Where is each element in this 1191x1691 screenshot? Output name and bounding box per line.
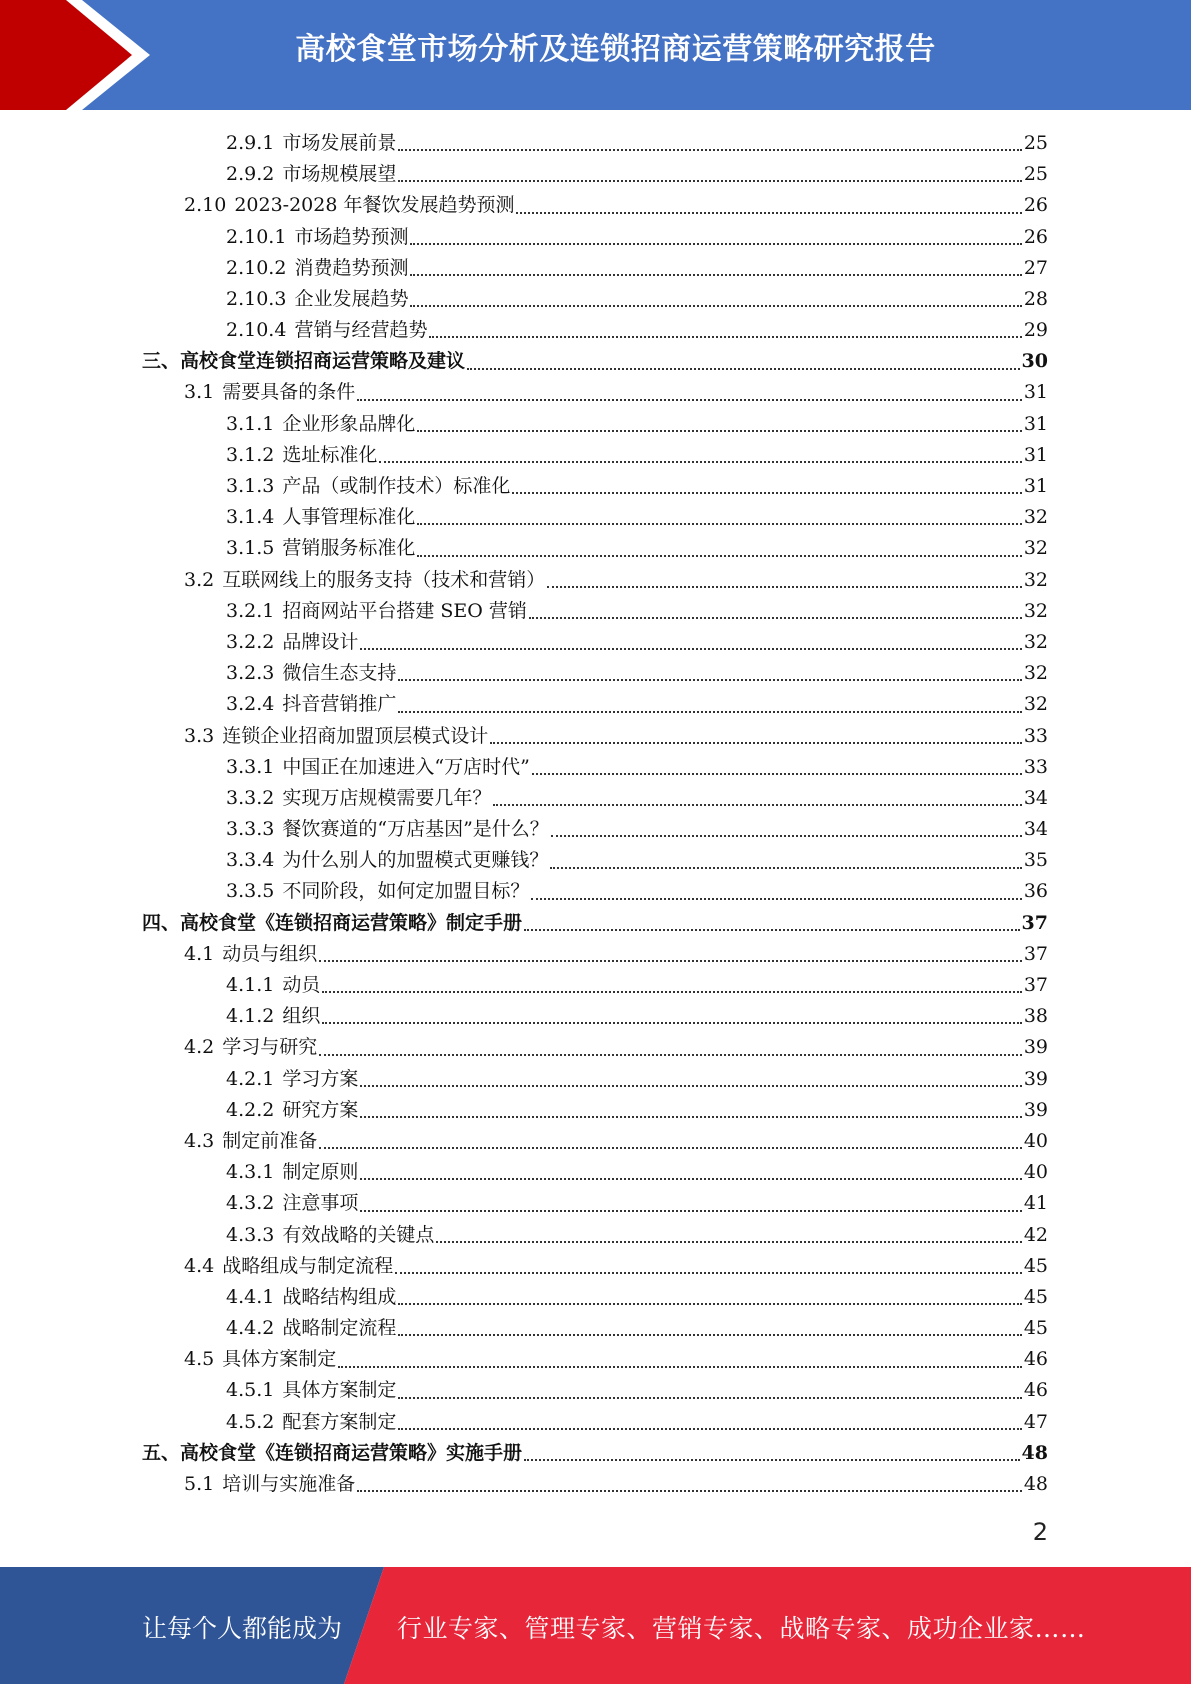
toc-entry-title: 消费趋势预测 <box>294 256 409 279</box>
toc-entry-number: 3.3.4 <box>226 849 275 872</box>
toc-entry[interactable] <box>142 596 1048 627</box>
toc-entry[interactable] <box>142 1220 1048 1251</box>
toc-entry-page: 25 <box>1023 163 1048 186</box>
toc-entry-number: 3.2.1 <box>226 599 275 622</box>
toc-entry-title: 中国正在加速进入“万店时代” <box>282 755 530 778</box>
toc-entry-page: 31 <box>1023 443 1048 466</box>
toc-entry-title: 企业发展趋势 <box>294 287 409 310</box>
toc-entry-page: 39 <box>1023 1067 1048 1090</box>
toc-entry-number: 4.4 <box>184 1254 215 1277</box>
toc-entry-page: 48 <box>1021 1441 1048 1464</box>
toc-dot-leader <box>417 523 1021 525</box>
toc-dot-leader <box>398 679 1021 681</box>
toc-entry-page: 32 <box>1023 568 1048 591</box>
toc-entry-page: 28 <box>1023 287 1048 310</box>
toc-entry[interactable] <box>142 222 1048 253</box>
toc-entry-title: 人事管理标准化 <box>282 506 416 529</box>
toc-entry-title: 营销与经营趋势 <box>294 319 428 342</box>
toc-entry[interactable] <box>142 409 1048 440</box>
toc-entry[interactable] <box>142 471 1048 502</box>
toc-entry[interactable] <box>142 783 1048 814</box>
toc-dot-leader <box>395 1272 1022 1274</box>
toc-dot-leader <box>524 929 1020 931</box>
toc-entry-title: 制定前准备 <box>222 1129 318 1152</box>
toc-entry-page: 42 <box>1023 1223 1048 1246</box>
toc-dot-leader <box>360 1210 1021 1212</box>
toc-entry[interactable] <box>142 1188 1048 1219</box>
toc-entry[interactable] <box>142 1438 1048 1469</box>
toc-dot-leader <box>360 648 1021 650</box>
toc-entry-number: 3.3.2 <box>226 786 275 809</box>
toc-dot-leader <box>398 1334 1021 1336</box>
toc-dot-leader <box>467 368 1020 370</box>
toc-entry-title: 四、高校食堂《连锁招商运营策略》制定手册 <box>142 911 523 934</box>
toc-entry-number: 4.5.2 <box>226 1410 275 1433</box>
toc-entry-number: 2.10 <box>184 194 227 217</box>
toc-dot-leader <box>550 867 1021 869</box>
toc-entry[interactable] <box>142 627 1048 658</box>
toc-entry-title: 市场发展前景 <box>282 131 397 154</box>
toc-entry-number: 4.3.3 <box>226 1223 275 1246</box>
toc-dot-leader <box>551 835 1022 837</box>
toc-dot-leader <box>516 212 1021 214</box>
toc-entry-title: 学习方案 <box>282 1067 359 1090</box>
toc-entry[interactable] <box>142 689 1048 720</box>
toc-entry-page: 45 <box>1023 1317 1048 1340</box>
toc-entry[interactable] <box>142 1282 1048 1313</box>
toc-entry-number: 5.1 <box>184 1473 215 1496</box>
toc-dot-leader <box>379 461 1021 463</box>
toc-entry-page: 34 <box>1023 818 1048 841</box>
toc-entry-title: 战略组成与制定流程 <box>222 1254 394 1277</box>
toc-dot-leader <box>529 617 1022 619</box>
toc-entry-title: 品牌设计 <box>282 630 359 653</box>
toc-entry-page: 32 <box>1023 630 1048 653</box>
toc-entry[interactable] <box>142 1126 1048 1157</box>
toc-entry[interactable] <box>142 970 1048 1001</box>
toc-entry[interactable] <box>142 1344 1048 1375</box>
toc-entry[interactable] <box>142 908 1048 939</box>
toc-entry[interactable] <box>142 1376 1048 1407</box>
toc-dot-leader <box>322 1022 1021 1024</box>
toc-entry-number: 3.3 <box>184 724 215 747</box>
toc-entry[interactable] <box>142 1251 1048 1282</box>
toc-entry[interactable] <box>142 1001 1048 1032</box>
toc-entry[interactable] <box>142 1407 1048 1438</box>
toc-entry-number: 3.1.1 <box>226 412 275 435</box>
toc-entry[interactable] <box>142 284 1048 315</box>
toc-entry-title: 动员与组织 <box>222 942 318 965</box>
toc-entry-page: 32 <box>1023 537 1048 560</box>
toc-entry-page: 35 <box>1023 849 1048 872</box>
toc-entry-page: 26 <box>1023 225 1048 248</box>
toc-entry[interactable] <box>142 658 1048 689</box>
toc-entry[interactable] <box>142 440 1048 471</box>
toc-entry-title: 互联网线上的服务支持（技术和营销） <box>222 568 546 591</box>
toc-entry-title: 不同阶段，如何定加盟目标？ <box>282 880 530 903</box>
toc-entry-title: 学习与研究 <box>222 1036 318 1059</box>
toc-entry-title: 动员 <box>282 974 321 997</box>
toc-entry[interactable] <box>142 1095 1048 1126</box>
toc-dot-leader <box>547 586 1022 588</box>
toc-entry-title: 组织 <box>282 1005 321 1028</box>
footer-slogan-left: 让每个人都能成为 <box>142 1614 343 1643</box>
toc-dot-leader <box>436 1241 1021 1243</box>
toc-entry-page: 40 <box>1023 1129 1048 1152</box>
toc-dot-leader <box>490 742 1022 744</box>
toc-entry[interactable] <box>142 721 1048 752</box>
toc-entry-page: 26 <box>1023 194 1048 217</box>
toc-dot-leader <box>532 773 1022 775</box>
toc-entry-page: 32 <box>1023 662 1048 685</box>
toc-entry[interactable] <box>142 253 1048 284</box>
toc-entry-page: 39 <box>1023 1098 1048 1121</box>
toc-entry-page: 46 <box>1023 1348 1048 1371</box>
toc-entry[interactable] <box>142 502 1048 533</box>
toc-dot-leader <box>398 149 1021 151</box>
toc-entry-number: 3.1 <box>184 381 215 404</box>
toc-entry-page: 47 <box>1023 1410 1048 1433</box>
toc-dot-leader <box>319 960 1022 962</box>
toc-entry[interactable] <box>142 877 1048 908</box>
toc-entry-page: 45 <box>1023 1285 1048 1308</box>
page-header <box>0 0 1191 110</box>
toc-entry-title: 2023-2028 年餐饮发展趋势预测 <box>234 194 515 217</box>
toc-entry-number: 4.1.1 <box>226 974 275 997</box>
toc-entry-number: 2.10.1 <box>226 225 287 248</box>
toc-entry-number: 4.2.2 <box>226 1098 275 1121</box>
toc-entry-page: 41 <box>1023 1192 1048 1215</box>
toc-entry-page: 48 <box>1023 1473 1048 1496</box>
toc-entry[interactable] <box>142 1157 1048 1188</box>
toc-entry-title: 微信生态支持 <box>282 662 397 685</box>
toc-entry-number: 4.1 <box>184 942 215 965</box>
page-footer <box>0 1567 1191 1684</box>
toc-entry-title: 为什么别人的加盟模式更赚钱？ <box>282 849 549 872</box>
toc-dot-leader <box>398 711 1021 713</box>
toc-dot-leader <box>360 1178 1021 1180</box>
toc-dot-leader <box>410 274 1021 276</box>
toc-dot-leader <box>398 180 1021 182</box>
toc-dot-leader <box>360 1116 1021 1118</box>
toc-entry[interactable] <box>142 190 1048 221</box>
toc-entry-number: 2.10.2 <box>226 256 287 279</box>
toc-entry-number: 2.10.3 <box>226 287 287 310</box>
toc-entry-title: 企业形象品牌化 <box>282 412 416 435</box>
toc-entry-number: 4.3.1 <box>226 1161 275 1184</box>
toc-dot-leader <box>410 305 1021 307</box>
toc-entry-title: 研究方案 <box>282 1098 359 1121</box>
toc-entry-number: 3.2.3 <box>226 662 275 685</box>
toc-entry-number: 2.10.4 <box>226 319 287 342</box>
toc-dot-leader <box>338 1366 1022 1368</box>
toc-entry[interactable] <box>142 159 1048 190</box>
toc-entry-page: 39 <box>1023 1036 1048 1059</box>
toc-entry-page: 27 <box>1023 256 1048 279</box>
toc-entry-title: 需要具备的条件 <box>222 381 356 404</box>
toc-entry-page: 38 <box>1023 1005 1048 1028</box>
toc-entry-number: 3.3.1 <box>226 755 275 778</box>
toc-entry-number: 3.1.5 <box>226 537 275 560</box>
toc-entry-title: 选址标准化 <box>282 443 378 466</box>
toc-entry[interactable] <box>142 1064 1048 1095</box>
toc-entry[interactable] <box>142 752 1048 783</box>
toc-entry-number: 3.3.3 <box>226 818 275 841</box>
toc-dot-leader <box>410 243 1021 245</box>
toc-dot-leader <box>417 430 1021 432</box>
toc-dot-leader <box>319 1054 1022 1056</box>
toc-entry-title: 具体方案制定 <box>222 1348 337 1371</box>
toc-entry[interactable] <box>142 1032 1048 1063</box>
toc-dot-leader <box>322 991 1021 993</box>
toc-entry-page: 33 <box>1023 724 1048 747</box>
toc-entry-title: 营销服务标准化 <box>282 537 416 560</box>
toc-entry-page: 30 <box>1021 350 1048 373</box>
toc-entry-page: 32 <box>1023 599 1048 622</box>
toc-entry-number: 3.1.2 <box>226 443 275 466</box>
toc-entry-title: 实现万店规模需要几年？ <box>282 786 492 809</box>
toc-entry[interactable] <box>142 565 1048 596</box>
toc-entry-number: 4.2 <box>184 1036 215 1059</box>
toc-entry-number: 2.9.1 <box>226 131 275 154</box>
toc-entry-title: 连锁企业招商加盟顶层模式设计 <box>222 724 489 747</box>
toc-entry-title: 战略制定流程 <box>282 1317 397 1340</box>
toc-entry-page: 32 <box>1023 693 1048 716</box>
toc-entry-number: 4.4.2 <box>226 1317 275 1340</box>
toc-dot-leader <box>398 1397 1021 1399</box>
toc-entry-page: 37 <box>1023 974 1048 997</box>
toc-entry-page: 37 <box>1023 942 1048 965</box>
toc-entry-number: 4.3 <box>184 1129 215 1152</box>
toc-dot-leader <box>512 492 1021 494</box>
toc-entry-title: 具体方案制定 <box>282 1379 397 1402</box>
toc-entry[interactable] <box>142 533 1048 564</box>
toc-entry-title: 市场规模展望 <box>282 163 397 186</box>
toc-entry-page: 36 <box>1023 880 1048 903</box>
toc-dot-leader <box>493 804 1021 806</box>
toc-dot-leader <box>357 1490 1022 1492</box>
toc-entry[interactable] <box>142 814 1048 845</box>
toc-entry-title: 制定原则 <box>282 1161 359 1184</box>
toc-entry-title: 有效战略的关键点 <box>282 1223 435 1246</box>
toc-dot-leader <box>524 1459 1020 1461</box>
toc-entry-page: 40 <box>1023 1161 1048 1184</box>
toc-entry-number: 4.3.2 <box>226 1192 275 1215</box>
toc-entry-title: 五、高校食堂《连锁招商运营策略》实施手册 <box>142 1441 523 1464</box>
toc-entry-page: 25 <box>1023 131 1048 154</box>
toc-dot-leader <box>360 1085 1021 1087</box>
toc-entry[interactable] <box>142 939 1048 970</box>
toc-entry[interactable] <box>142 315 1048 346</box>
toc-entry-number: 4.5.1 <box>226 1379 275 1402</box>
toc-dot-leader <box>319 1147 1022 1149</box>
toc-dot-leader <box>398 1428 1021 1430</box>
toc-entry-number: 4.2.1 <box>226 1067 275 1090</box>
toc-entry-page: 32 <box>1023 506 1048 529</box>
toc-dot-leader <box>429 336 1021 338</box>
toc-entry-title: 招商网站平台搭建 SEO 营销 <box>282 599 527 622</box>
toc-entry[interactable] <box>142 346 1048 377</box>
toc-dot-leader <box>398 1303 1021 1305</box>
table-of-contents <box>142 128 1048 1500</box>
toc-entry-number: 4.4.1 <box>226 1285 275 1308</box>
toc-entry-number: 4.5 <box>184 1348 215 1371</box>
toc-entry-title: 配套方案制定 <box>282 1410 397 1433</box>
toc-entry-page: 31 <box>1023 475 1048 498</box>
toc-entry[interactable] <box>142 128 1048 159</box>
toc-entry[interactable] <box>142 378 1048 409</box>
toc-entry-number: 3.1.4 <box>226 506 275 529</box>
toc-entry[interactable] <box>142 1313 1048 1344</box>
toc-entry[interactable] <box>142 1469 1048 1500</box>
toc-entry-page: 34 <box>1023 786 1048 809</box>
toc-entry-number: 2.9.2 <box>226 163 275 186</box>
toc-entry-page: 45 <box>1023 1254 1048 1277</box>
toc-entry-title: 餐饮赛道的“万店基因”是什么？ <box>282 818 549 841</box>
toc-entry-number: 3.2.2 <box>226 630 275 653</box>
toc-dot-leader <box>417 555 1021 557</box>
toc-entry-title: 抖音营销推广 <box>282 693 397 716</box>
toc-entry-title: 注意事项 <box>282 1192 359 1215</box>
toc-entry-number: 3.3.5 <box>226 880 275 903</box>
toc-entry-page: 33 <box>1023 755 1048 778</box>
toc-entry-page: 31 <box>1023 381 1048 404</box>
toc-entry[interactable] <box>142 845 1048 876</box>
toc-entry-title: 培训与实施准备 <box>222 1473 356 1496</box>
toc-entry-number: 3.1.3 <box>226 475 275 498</box>
toc-entry-title: 战略结构组成 <box>282 1285 397 1308</box>
toc-entry-page: 46 <box>1023 1379 1048 1402</box>
toc-entry-number: 3.2 <box>184 568 215 591</box>
toc-dot-leader <box>357 399 1022 401</box>
toc-dot-leader <box>531 898 1021 900</box>
footer-slogan-right: 行业专家、管理专家、营销专家、战略专家、成功企业家…… <box>397 1614 1086 1643</box>
toc-entry-title: 市场趋势预测 <box>294 225 409 248</box>
toc-entry-title: 产品（或制作技术）标准化 <box>282 475 511 498</box>
toc-entry-number: 3.2.4 <box>226 693 275 716</box>
page-number: 2 <box>1032 1518 1048 1546</box>
toc-entry-page: 29 <box>1023 319 1048 342</box>
report-title: 高校食堂市场分析及连锁招商运营策略研究报告 <box>295 32 936 67</box>
toc-entry-page: 31 <box>1023 412 1048 435</box>
toc-entry-title: 三、高校食堂连锁招商运营策略及建议 <box>142 350 466 373</box>
toc-entry-number: 4.1.2 <box>226 1005 275 1028</box>
toc-entry-page: 37 <box>1021 911 1048 934</box>
